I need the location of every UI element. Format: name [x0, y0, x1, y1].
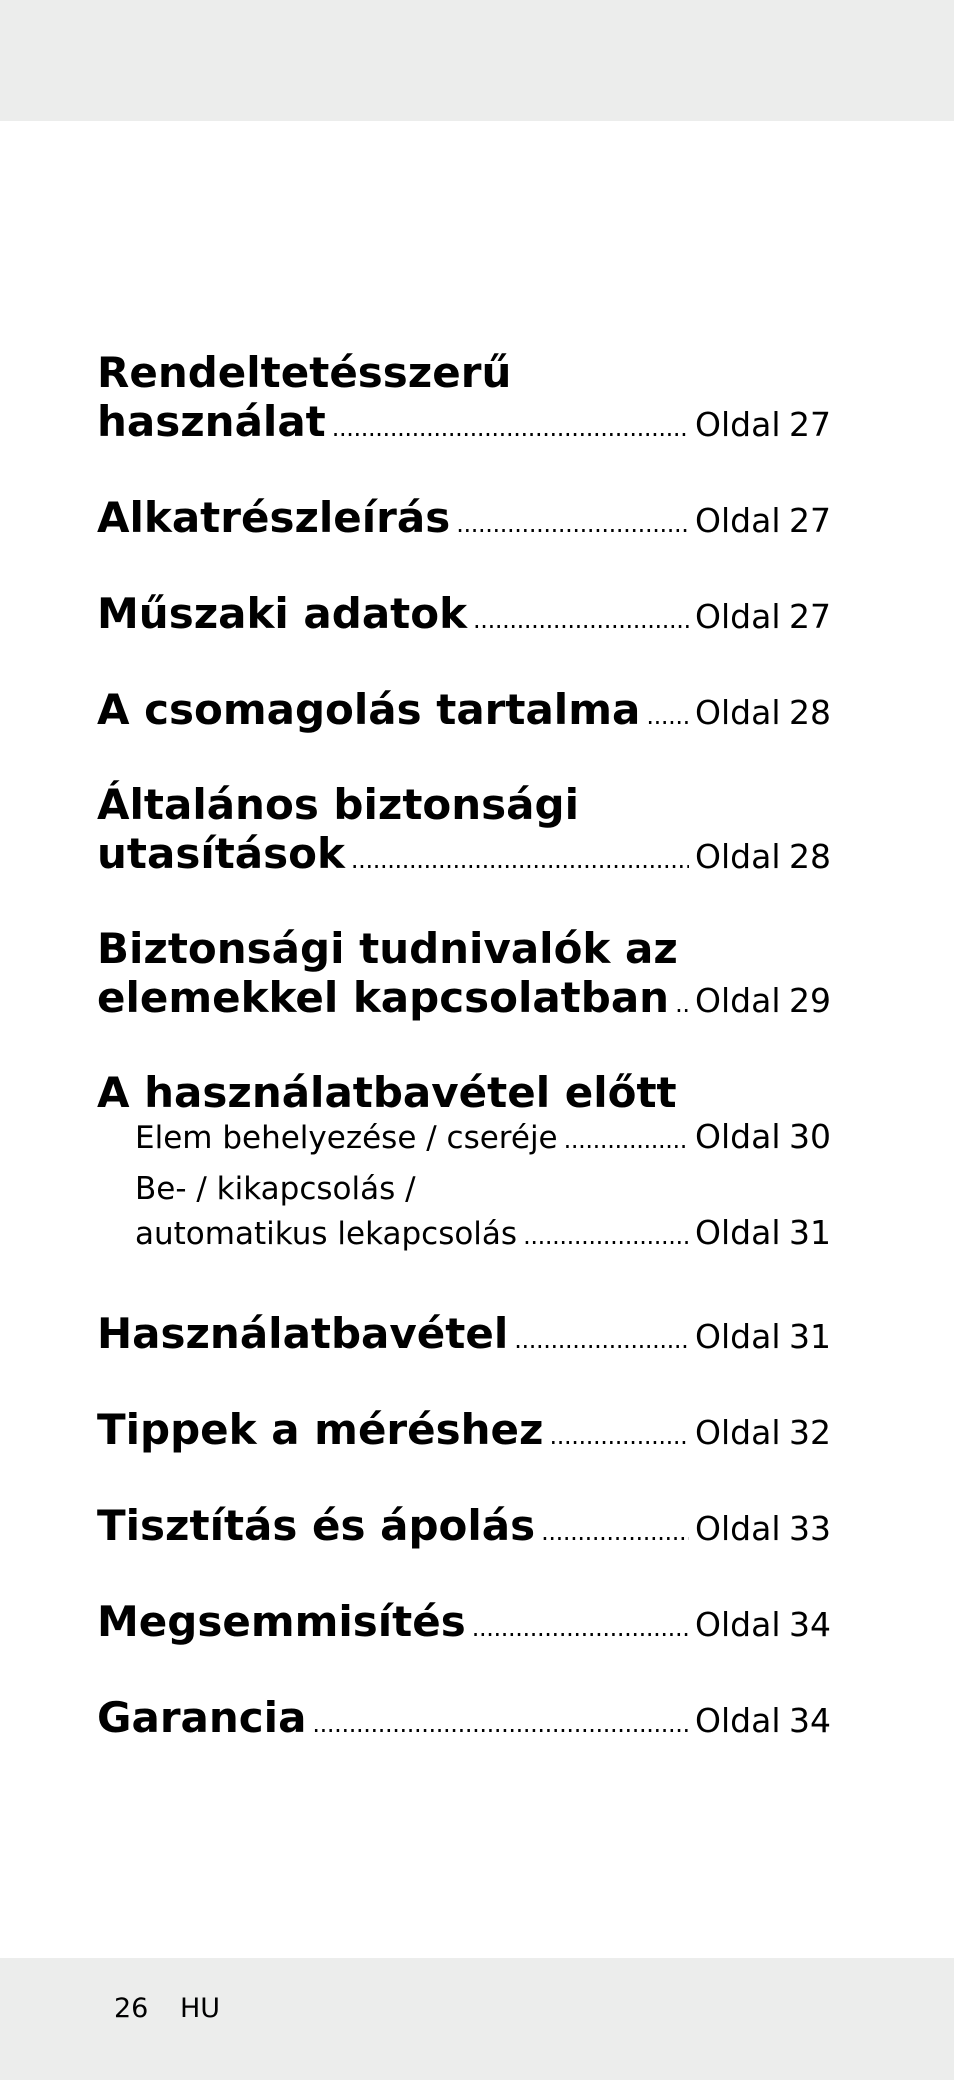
leader-dots [564, 1126, 689, 1154]
page-number: 27 [789, 501, 831, 540]
page-label: Oldal [695, 981, 781, 1020]
toc-entry-title: használat [97, 397, 326, 446]
toc-subentry-title-line: Be- / kikapcsolás / [135, 1171, 416, 1207]
toc-entry-title: elemekkel kapcsolatban [97, 973, 670, 1022]
table-of-contents [97, 349, 831, 1789]
page-number: 27 [789, 405, 831, 444]
page-label: Oldal [695, 1213, 781, 1252]
page-label: Oldal [695, 1117, 781, 1156]
page-label: Oldal [695, 501, 781, 540]
toc-entry-title: A csomagolás tartalma [97, 685, 641, 734]
page-label: Oldal [695, 1509, 781, 1548]
page-number: 28 [789, 693, 831, 732]
toc-entry-title: Műszaki adatok [97, 589, 468, 638]
toc-entry-tippek-a-mereshez[interactable] [97, 1405, 831, 1453]
page-number-footer: 26 [114, 1993, 149, 2024]
toc-entry-title-line: Rendeltetésszerű [97, 348, 512, 397]
toc-entry-tisztitas-es-apolas[interactable] [97, 1501, 831, 1549]
leader-dots [541, 1518, 689, 1546]
leader-dots [312, 1710, 689, 1738]
toc-entry-title-line: Általános biztonsági [97, 780, 579, 829]
toc-entry-title: Garancia [97, 1693, 307, 1742]
leader-dots [523, 1222, 689, 1250]
leader-dots [351, 846, 689, 874]
leader-dots [646, 702, 689, 730]
toc-section-hasznalatbavetel-elott [97, 1069, 831, 1261]
page-number: 34 [789, 1701, 831, 1740]
page-number: 34 [789, 1605, 831, 1644]
toc-entry-title: Tippek a méréshez [97, 1405, 544, 1454]
page-number: 33 [789, 1509, 831, 1548]
page-number: 32 [789, 1413, 831, 1452]
toc-entry-alkatreszleiras[interactable] [97, 493, 831, 541]
page-number: 27 [789, 597, 831, 636]
page-number: 30 [789, 1117, 831, 1156]
leader-dots [472, 1614, 689, 1642]
toc-entry-elemekkel-kapcsolatban[interactable] [97, 925, 831, 1021]
page-label: Oldal [695, 693, 781, 732]
toc-entry-muszaki-adatok[interactable] [97, 589, 831, 637]
toc-subentry-elem-behelyezese[interactable] [97, 1117, 831, 1165]
toc-subentry-title: Elem behelyezése / cseréje [135, 1120, 558, 1156]
toc-entry-title-line: Biztonsági tudnivalók az [97, 924, 678, 973]
page-number: 29 [789, 981, 831, 1020]
toc-entry-title: Alkatrészleírás [97, 493, 451, 542]
page-number: 31 [789, 1317, 831, 1356]
toc-entry-title: Használatbavétel [97, 1309, 509, 1358]
leader-dots [675, 990, 689, 1018]
leader-dots [332, 414, 689, 442]
toc-entry-megsemmisites[interactable] [97, 1597, 831, 1645]
toc-subentry-title: automatikus lekapcsolás [135, 1216, 518, 1252]
leader-dots [456, 510, 689, 538]
page-label: Oldal [695, 597, 781, 636]
toc-section-heading: A használatbavétel előtt [97, 1068, 677, 1117]
toc-entry-altalanos-biztonsagi-utasitasok[interactable] [97, 781, 831, 877]
toc-entry-title: Tisztítás és ápolás [97, 1501, 536, 1550]
leader-dots [549, 1422, 689, 1450]
toc-entry-rendeltetesszeru-hasznalat[interactable] [97, 349, 831, 445]
page-label: Oldal [695, 1605, 781, 1644]
leader-dots [514, 1326, 689, 1354]
toc-entry-csomagolas-tartalma[interactable] [97, 685, 831, 733]
page-number: 28 [789, 837, 831, 876]
toc-entry-title: Megsemmisítés [97, 1597, 466, 1646]
page-label: Oldal [695, 1317, 781, 1356]
toc-entry-garancia[interactable] [97, 1693, 831, 1741]
toc-subentry-automatikus-lekapcsolas[interactable] [97, 1213, 831, 1261]
page-label: Oldal [695, 1701, 781, 1740]
toc-entry-title: utasítások [97, 829, 345, 878]
toc-entry-hasznalatbavetel[interactable] [97, 1309, 831, 1357]
leader-dots [473, 606, 689, 634]
page-label: Oldal [695, 405, 781, 444]
page-label: Oldal [695, 1413, 781, 1452]
top-band [0, 0, 954, 121]
language-code: HU [180, 1993, 221, 2024]
page-label: Oldal [695, 837, 781, 876]
page-number: 31 [789, 1213, 831, 1252]
